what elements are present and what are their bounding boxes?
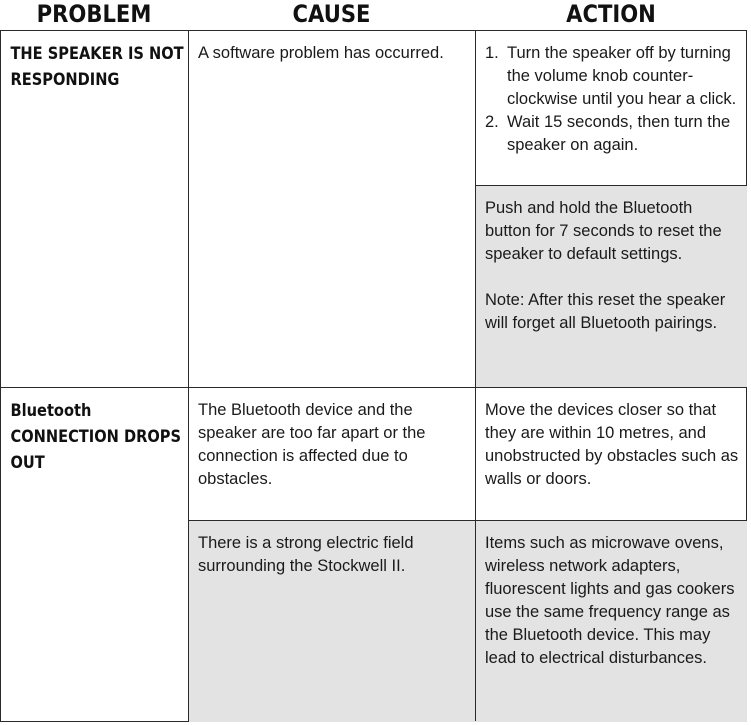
problem-cell-2 — [1, 388, 188, 721]
column-header-cause: CAUSE — [292, 0, 371, 28]
problem-text-1: THE SPEAKER IS NOT RESPONDING — [10, 44, 184, 90]
reset-instruction-text: Push and hold the Bluetooth button for 7 seconds to reset the speaker to default settings. — [485, 199, 722, 263]
cause-text-2b: There is a strong electric field surrounding the Stockwell II. — [198, 534, 414, 575]
list-item — [485, 111, 739, 157]
column-header-action: ACTION — [566, 0, 656, 28]
cause-cell-2b — [189, 521, 475, 721]
step-number: 1. — [485, 44, 499, 62]
step-number: 2. — [485, 113, 499, 131]
reset-note-text: Note: After this reset the speaker will forget all Bluetooth pairings. — [485, 291, 726, 332]
action-text-2a: Move the devices closer so that they are within 10 metres, and unobstructed by obstacles such as walls or doors. — [485, 401, 739, 488]
problem-text-2: Bluetooth CONNECTION DROPS OUT — [10, 401, 182, 473]
step-text: Wait 15 seconds, then turn the speaker on again. — [507, 113, 731, 154]
list-item — [485, 42, 739, 111]
action-steps-list — [485, 42, 739, 157]
action-cell-2 — [476, 186, 747, 387]
problem-cell-1 — [1, 31, 188, 387]
action-text-2b: Items such as microwave ovens, wireless network adapters, fluorescent lights and gas cookers use the same frequency range as the Bluetooth device. This may lead to electrical disturbances. — [485, 534, 735, 667]
action-cell-1 — [476, 31, 747, 185]
step-text: Turn the speaker off by turning the volume knob counter-clockwise until you hear a click. — [507, 44, 737, 108]
troubleshooting-table — [0, 30, 747, 722]
action-cell-2b — [476, 521, 747, 721]
cause-text-1: A software problem has occurred. — [198, 44, 444, 62]
cause-cell-1 — [189, 31, 475, 387]
column-header-problem: PROBLEM — [36, 0, 152, 28]
action-cell-2a — [476, 388, 747, 520]
cause-text-2a: The Bluetooth device and the speaker are too far apart or the connection is affected due to obstacles. — [198, 401, 426, 488]
cause-cell-2a — [189, 388, 475, 520]
